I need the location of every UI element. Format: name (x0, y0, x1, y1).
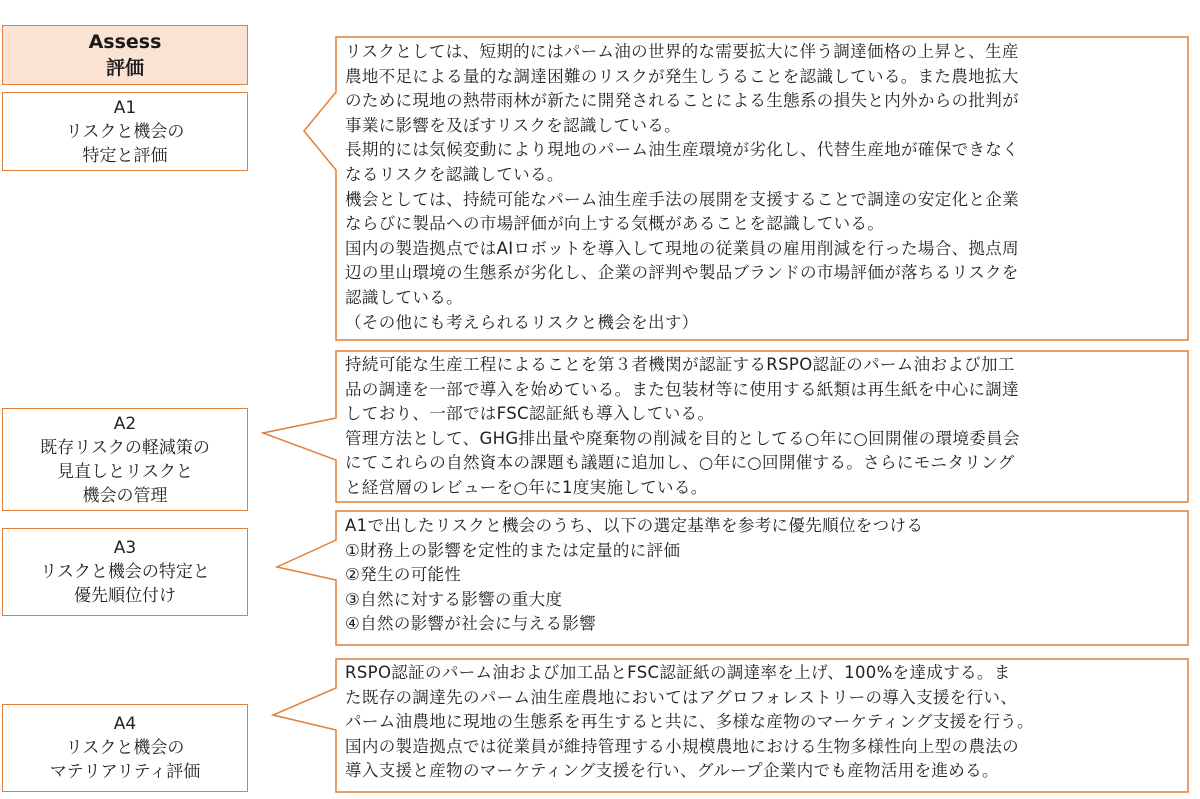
text-line: ②発生の可能性 (345, 565, 462, 585)
header-title-ja: 評価 (105, 57, 144, 79)
text-line: た既存の調達先のパーム油生産農地においてはアグロフォレストリーの導入支援を行い、 (345, 687, 1018, 707)
text-line: ならびに製品への市場評価が向上する気概があることを認識している。 (345, 214, 885, 234)
text-line: パーム油農地に現地の生態系を再生すると共に、多様な産物のマーケティング支援を行う。 (345, 712, 1034, 732)
text-line: （その他にも考えられるリスクと機会を出す） (345, 312, 699, 332)
label-a4-id: A4 (113, 714, 137, 734)
label-a4-line: リスクと機会の (65, 738, 185, 758)
text-line: ③自然に対する影響の重大度 (345, 589, 563, 609)
text-line: リスクとしては、短期的にはパーム油の世界的な需要拡大に伴う調達価格の上昇と、生産 (345, 42, 1019, 61)
label-a2-line: 機会の管理 (82, 485, 168, 506)
label-box-a3 (2, 528, 248, 616)
text-line: 認識している。 (345, 287, 463, 307)
label-a2-line: 見直しとリスクと (57, 461, 193, 482)
text-line: 事業に影響を及ぼすリスクを認識している。 (345, 115, 682, 135)
text-line: 管理方法として、GHG排出量や廃棄物の削減を目的としてる○年に○回開催の環境委員会 (345, 428, 1020, 448)
callout-a1-text (345, 40, 1019, 335)
label-a2-id: A2 (113, 413, 137, 434)
text-line: 機会としては、持続可能なパーム油生産手法の展開を支援することで調達の安定化と企業 (345, 189, 1019, 209)
label-a3-line: リスクと機会の特定と (40, 562, 210, 582)
text-line: なるリスクを認識している。 (345, 164, 564, 184)
text-line: 国内の製造拠点ではAIロボットを導入して現地の従業員の雇用削減を行った場合、拠点周 (345, 238, 1020, 258)
label-box-a4 (2, 704, 248, 792)
text-line: 持続可能な生産工程によることを第３者機関が認証するRSPO認証のパーム油および加工 (345, 355, 1015, 374)
text-line: 辺の里山環境の生態系が劣化し、企業の評判や製品ブランドの市場評価が落ちるリスクを (345, 263, 1019, 283)
label-a3-line: 優先順位付け (74, 586, 176, 606)
label-a1-line: 特定と評価 (82, 145, 168, 166)
text-line: ④自然の影響が社会に与える影響 (345, 614, 597, 634)
label-a1-line: リスクと機会の (65, 121, 185, 142)
text-line: 導入支援と産物のマーケティング支援を行い、グループ企業内でも産物活用を進める。 (345, 761, 999, 781)
label-a4-line: マテリアリティ評価 (49, 762, 201, 782)
callout-a4-text (345, 661, 1034, 784)
label-a1-id: A1 (113, 97, 137, 118)
text-line: にてこれらの自然資本の課題も議題に追加し、○年に○回開催する。さらにモニタリング (345, 453, 1015, 473)
callout-a2-text (345, 353, 1020, 501)
label-a3-id: A3 (113, 538, 137, 558)
header-title-en: Assess (88, 31, 162, 53)
callout-a3-text (345, 514, 923, 637)
text-line: と経営層のレビューを○年に1度実施している。 (345, 477, 708, 497)
label-box-a2 (2, 408, 248, 511)
assess-header (2, 25, 248, 85)
label-box-a1 (2, 92, 248, 171)
text-line: 農地不足による量的な調達困難のリスクが発生しうることを認識している。また農地拡大 (345, 66, 1019, 86)
text-line: ①財務上の影響を定性的または定量的に評価 (345, 540, 681, 560)
text-line: A1で出したリスクと機会のうち、以下の選定基準を参考に優先順位をつける (345, 516, 924, 535)
text-line: RSPO認証のパーム油および加工品とFSC認証紙の調達率を上げ、100%を達成する。ま (345, 663, 1011, 682)
text-line: 品の調達を一部で導入を始めている。また包装材等に使用する紙類は再生紙を中心に調達 (345, 379, 1019, 399)
text-line: のために現地の熱帯雨林が新たに開発されることによる生態系の損失と内外からの批判が (345, 91, 1019, 111)
text-line: 国内の製造拠点では従業員が維持管理する小規模農地における生物多様性向上型の農法の (345, 736, 1019, 756)
label-a2-line: 既存リスクの軽減策の (40, 437, 210, 458)
text-line: 長期的には気候変動により現地のパーム油生産環境が劣化し、代替生産地が確保できなく (345, 140, 1019, 160)
text-line: しており、一部ではFSC認証紙も導入している。 (345, 404, 715, 424)
